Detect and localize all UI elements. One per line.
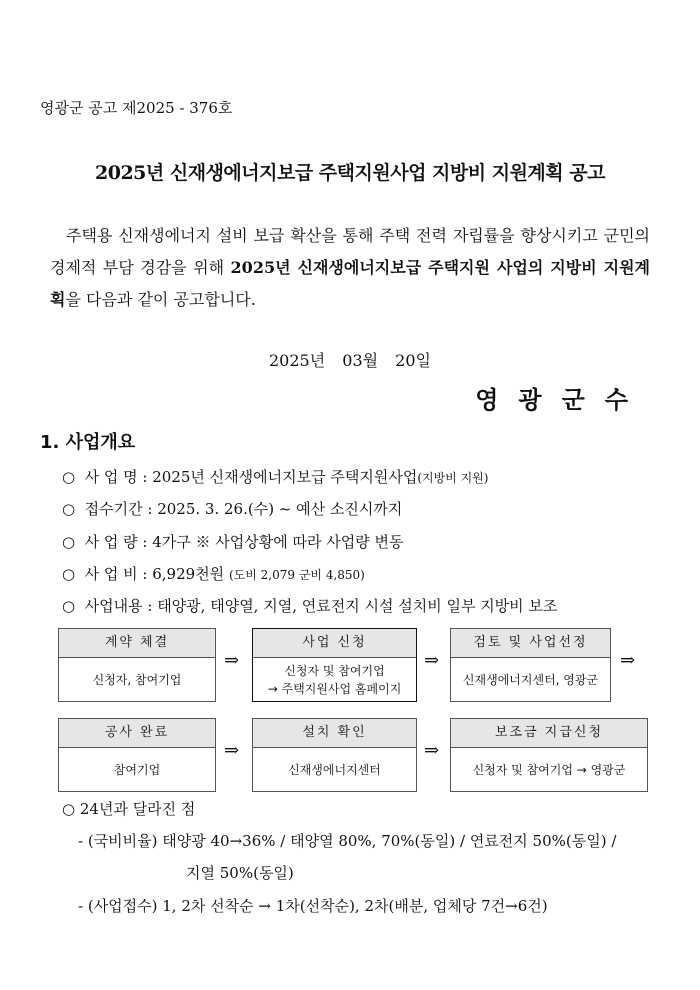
- overview-item: ○ 사 업 량 : 4가구 ※ 사업상황에 따라 사업량 변동: [62, 533, 404, 551]
- flow-step-body: 신청자 및 참여기업 → 영광군: [472, 762, 626, 777]
- flow-step-title: 사업 신청: [253, 629, 416, 658]
- overview-item: ○ 사 업 비 : 6,929천원 (도비 2,079 군비 4,850): [62, 565, 365, 583]
- flow-step-body: 신재생에너지센터, 영광군: [462, 672, 599, 687]
- arrow-icon: ⇒: [620, 650, 636, 671]
- flow-step-title: 공사 완료: [59, 719, 215, 748]
- intro-bold: 2025년 신재생에너지보급 주택지원 사업의 지방비 지원계획: [50, 258, 651, 309]
- flow-step-contract: [58, 628, 216, 702]
- changes-line: - (국비비율) 태양광 40→36% / 태양열 80%, 70%(동일) / 연료전지 50%(동일) /: [78, 832, 617, 850]
- notice-date: 2025년 03월 20일: [269, 351, 431, 370]
- overview-item: ○ 사업내용 : 태양광, 태양열, 지열, 연료전지 시설 설치비 일부 지방비 보조: [62, 597, 558, 615]
- flow-step-body: 신청자, 참여기업: [92, 672, 182, 687]
- arrow-icon: ⇒: [224, 740, 240, 761]
- flow-step-title: 검토 및 사업선정: [451, 629, 610, 658]
- intro-paragraph: [50, 220, 650, 316]
- changes-line: - (사업접수) 1, 2차 선착순 → 1차(선착순), 2차(배분, 업체당 7건→6건): [78, 897, 548, 915]
- flow-step-application: [252, 628, 417, 702]
- flow-step-title: 계약 체결: [59, 629, 215, 658]
- page-title: 2025년 신재생에너지보급 주택지원사업 지방비 지원계획 공고: [95, 162, 605, 184]
- changes-heading: ○ 24년과 달라진 점: [62, 800, 196, 818]
- arrow-icon: ⇒: [424, 650, 440, 671]
- flow-step-body: 신청자 및 참여기업: [284, 663, 385, 678]
- issuer: 영광군수: [475, 386, 648, 414]
- flow-step-body: 참여기업: [113, 762, 161, 777]
- intro-text: 주택용 신재생에너지 설비 보급 확산을 통해 주택 전력 자립률을 향상시키고 군민의 경제적 부담 경감을 위해: [50, 226, 650, 277]
- arrow-icon: ⇒: [424, 740, 440, 761]
- flow-step-construction: [58, 718, 216, 792]
- flow-step-title: 보조금 지급신청: [451, 719, 647, 748]
- intro-text-end: 을 다음과 같이 공고합니다.: [65, 290, 256, 309]
- flow-step-subsidy-request: [450, 718, 648, 792]
- notice-number: 영광군 공고 제2025 - 376호: [40, 99, 233, 117]
- flow-step-body: 신재생에너지센터: [288, 762, 381, 777]
- overview-item: ○ 사 업 명 : 2025년 신재생에너지보급 주택지원사업(지방비 지원): [62, 468, 489, 486]
- flow-step-installation-check: [252, 718, 417, 792]
- flow-step-title: 설치 확인: [253, 719, 416, 748]
- section-heading: 1. 사업개요: [40, 432, 136, 453]
- arrow-icon: ⇒: [224, 650, 240, 671]
- flow-step-review: [450, 628, 611, 702]
- overview-item: ○ 접수기간 : 2025. 3. 26.(수) ~ 예산 소진시까지: [62, 500, 403, 518]
- flow-step-body: → 주택지원사업 홈페이지: [267, 681, 402, 696]
- changes-line: 지열 50%(동일): [186, 864, 294, 882]
